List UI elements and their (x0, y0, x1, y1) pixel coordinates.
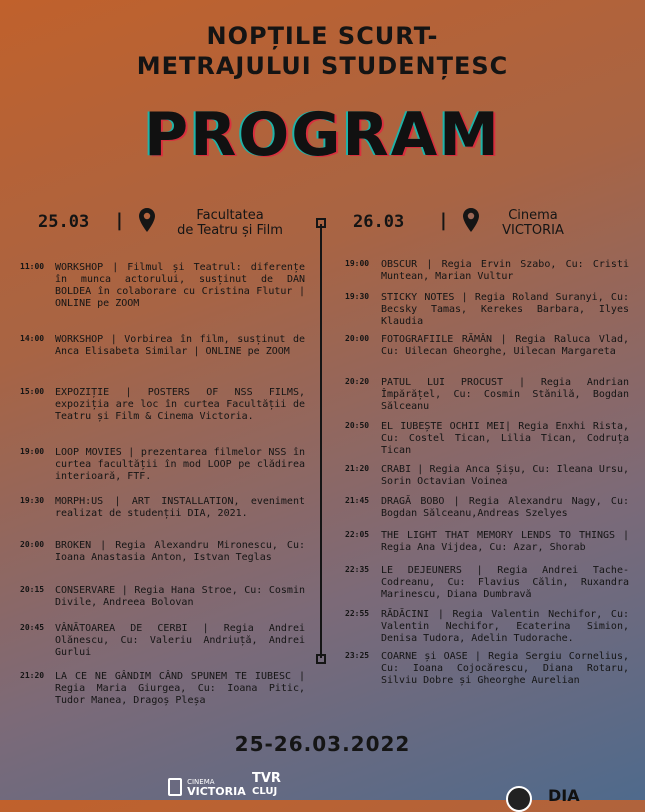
event-time: 21:20 (20, 671, 45, 680)
event-description: EL IUBEȘTE OCHII MEI| Regia Enxhi Rista, Cu: Costel Tican, Lilia Tican, Codruța Tican (381, 421, 629, 456)
event-description: THE LIGHT THAT MEMORY LENDS TO THINGS | Regia Ana Vijdea, Cu: Azar, Shorab (381, 530, 629, 553)
event-description: CONSERVARE | Regia Hana Stroe, Cu: Cosmin Divile, Andreea Bolovan (55, 585, 305, 608)
event-description: LE DEJEUNERS | Regia Andrei Tache-Codreanu, Cu: Flavius Călin, Ruxandra Marinescu, Diana Dumbravă (381, 565, 629, 600)
event-time: 21:45 (345, 496, 370, 505)
event-time: 22:05 (345, 530, 370, 539)
location-pin-icon (138, 207, 156, 233)
event-description: EXPOZIȚIE | POSTERS OF NSS FILMS, expoziția are loc în curtea Facultății de Teatru și Film & Cinema Victoria. (55, 387, 305, 422)
event-description: COARNE și OASE | Regia Sergiu Cornelius, Cu: Ioana Cojocărescu, Diana Rotaru, Silviu Dobre și Gheorghe Aurelian (381, 651, 629, 686)
event-time: 21:20 (345, 464, 370, 473)
event-time: 19:30 (345, 292, 370, 301)
timeline-divider (320, 224, 322, 658)
tvr-logo-text: TVR (252, 771, 281, 786)
event-description: FOTOGRAFIILE RĂMÂN | Regia Raluca Vlad, Cu: Uilecan Gheorghe, Uilecan Margareta (381, 334, 629, 357)
event-description: BROKEN | Regia Alexandru Mironescu, Cu: Ioana Anastasia Anton, Istvan Teglas (55, 540, 305, 563)
event-time: 19:00 (20, 447, 45, 456)
cinema-victoria-logo (168, 776, 246, 797)
day2-date: 26.03 (353, 212, 405, 232)
event-time: 19:30 (20, 496, 45, 505)
event-time: 23:25 (345, 651, 370, 660)
event-description: MORPH:US | ART INSTALLATION, eveniment realizat de studenții DIA, 2021. (55, 496, 305, 519)
dia-logo-text: DIA (548, 786, 580, 805)
tvr-cluj-logo (252, 772, 281, 798)
cinema-logo-text: VICTORIA (187, 784, 246, 798)
event-description: WORKSHOP | Filmul și Teatrul: diferențe în munca actorului, susținut de DAN BOLDEA în colaborare cu Cristina Flutur | ONLINE pe ZOOM (55, 262, 305, 309)
event-time: 20:20 (345, 377, 370, 386)
event-time: 19:00 (345, 259, 370, 268)
title-line-1: NOPȚILE SCURT- (206, 22, 439, 50)
tvr-logo-sub: CLUJ (252, 786, 278, 797)
timeline-cap-top (316, 218, 326, 228)
event-description: DRAGĂ BOBO | Regia Alexandru Nagy, Cu: Bogdan Sălceanu,Andreas Szelyes (381, 496, 629, 519)
day1-date: 25.03 (38, 212, 90, 232)
event-description: LA CE NE GÂNDIM CÂND SPUNEM TE IUBESC | Regia Maria Giurgea, Cu: Ioana Pitic, Tudor Manea, Dragoș Pleșa (55, 671, 305, 706)
cinema-logo-mark (168, 778, 182, 796)
day1-separator: | (114, 210, 125, 231)
event-description: CRABI | Regia Anca Șișu, Cu: Ileana Ursu, Sorin Octavian Voinea (381, 464, 629, 487)
event-description: PATUL LUI PROCUST | Regia Andrian Împărățel, Cu: Cosmin Stănilă, Bogdan Sălceanu (381, 377, 629, 412)
event-time: 20:00 (20, 540, 45, 549)
event-time: 22:35 (345, 565, 370, 574)
timeline-cap-bottom (316, 654, 326, 664)
day2-separator: | (438, 210, 449, 231)
day1-venue-line1: Facultatea (196, 208, 264, 223)
day1-venue-line2: de Teatru și Film (177, 223, 283, 238)
event-description: LOOP MOVIES | prezentarea filmelor NSS în curtea facultății în mod LOOP pe clădirea interioară, FTF. (55, 447, 305, 482)
event-time: 22:55 (345, 609, 370, 618)
day2-venue-line2: VICTORIA (502, 223, 564, 238)
emblem-icon (506, 786, 532, 812)
event-description: RĂDĂCINI | Regia Valentin Nechifor, Cu: Valentin Nechifor, Ecaterina Simion, Denisa Tudora, Adelin Tudorache. (381, 609, 629, 644)
cinema-logo-small: CINEMA (187, 777, 215, 786)
day1-venue (160, 208, 300, 238)
program-heading: PROGRAM (144, 100, 501, 170)
festival-dates: 25-26.03.2022 (234, 732, 411, 756)
event-time: 11:00 (20, 262, 45, 271)
event-time: 14:00 (20, 334, 45, 343)
location-pin-icon (462, 207, 480, 233)
event-time: 20:15 (20, 585, 45, 594)
event-time: 15:00 (20, 387, 45, 396)
day2-venue (488, 208, 578, 238)
event-time: 20:00 (345, 334, 370, 343)
event-description: OBSCUR | Regia Ervin Szabo, Cu: Cristi Muntean, Marian Vultur (381, 259, 629, 282)
event-time: 20:50 (345, 421, 370, 430)
dia-logo (548, 786, 580, 805)
event-description: VÂNĂTOAREA DE CERBI | Regia Andrei Olănescu, Cu: Valeriu Andriuță, Andrei Gurlui (55, 623, 305, 658)
day2-venue-line1: Cinema (508, 208, 558, 223)
event-description: STICKY NOTES | Regia Roland Suranyi, Cu: Becsky Tamas, Kerekes Barbara, Ilyes Klaudia (381, 292, 629, 327)
title-line-2: METRAJULUI STUDENȚESC (136, 52, 509, 80)
event-description: WORKSHOP | Vorbirea în film, susținut de Anca Elisabeta Similar | ONLINE pe ZOOM (55, 334, 305, 357)
event-time: 20:45 (20, 623, 45, 632)
